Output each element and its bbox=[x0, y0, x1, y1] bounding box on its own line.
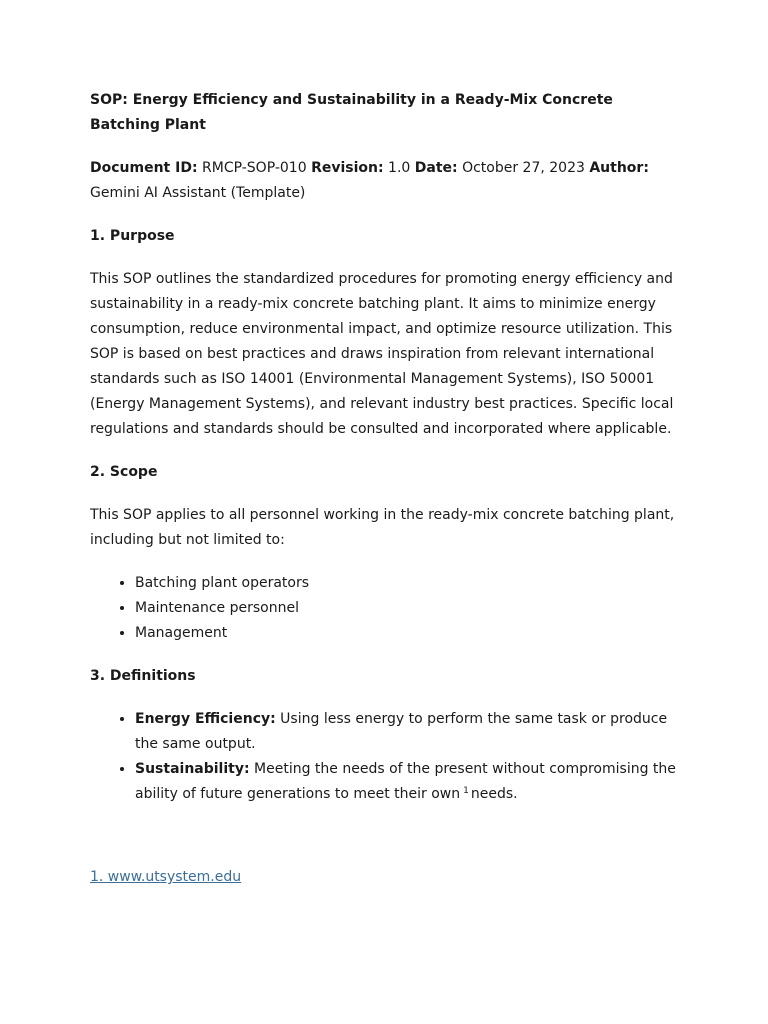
definition-term: Sustainability: bbox=[135, 761, 250, 777]
definitions-list bbox=[90, 707, 680, 807]
scope-heading: 2. Scope bbox=[90, 464, 158, 480]
date-label: Date: bbox=[414, 160, 458, 176]
author-value: Gemini AI Assistant (Template) bbox=[90, 185, 306, 201]
scope-list-item: • Management bbox=[135, 621, 680, 646]
definition-text: Using less energy to perform the same task or produce the same output. bbox=[135, 711, 668, 752]
doc-id-value: RMCP-SOP-010 bbox=[202, 160, 307, 176]
purpose-heading: 1. Purpose bbox=[90, 228, 175, 244]
scope-list-item: • Maintenance personnel bbox=[135, 596, 680, 621]
scope-list bbox=[90, 571, 680, 646]
footnote-marker: 1 bbox=[463, 786, 469, 796]
definition-item bbox=[135, 757, 680, 807]
definition-term: Energy Efficiency: bbox=[135, 711, 276, 727]
footnote-link[interactable]: 1. www.utsystem.edu bbox=[90, 869, 242, 885]
document-body bbox=[90, 88, 680, 825]
definition-text-tail: needs. bbox=[470, 786, 518, 802]
date-value: October 27, 2023 bbox=[462, 160, 585, 176]
footnote bbox=[90, 866, 241, 888]
revision-label: Revision: bbox=[311, 160, 384, 176]
definition-text: Meeting the needs of the present without compromising the ability of future generations to meet their own bbox=[135, 761, 676, 802]
doc-id-label: Document ID: bbox=[90, 160, 198, 176]
scope-list-item: • Batching plant operators bbox=[135, 571, 680, 596]
definition-item bbox=[135, 707, 680, 757]
scope-text: This SOP applies to all personnel working in the ready-mix concrete batching plant, including but not limited to: bbox=[90, 507, 675, 548]
revision-value: 1.0 bbox=[388, 160, 411, 176]
purpose-text: This SOP outlines the standardized procedures for promoting energy efficiency and sustainability in a ready-mix concrete batching plant. It aims to minimize energy consumption, reduce environmental impact, and optimize resource utilization. This SOP is based on best practices and draws inspiration from relevant international standards such as ISO 14001 (Environmental Management Systems), ISO 50001 (Energy Management Systems), and relevant industry best practices. Specific local regulations and standards should be consulted and incorporated where applicable. bbox=[90, 271, 674, 437]
document-metadata bbox=[90, 156, 680, 206]
document-title: SOP: Energy Efficiency and Sustainability in a Ready-Mix Concrete Batching Plant bbox=[90, 92, 613, 133]
author-label: Author: bbox=[589, 160, 649, 176]
definitions-heading: 3. Definitions bbox=[90, 668, 196, 684]
